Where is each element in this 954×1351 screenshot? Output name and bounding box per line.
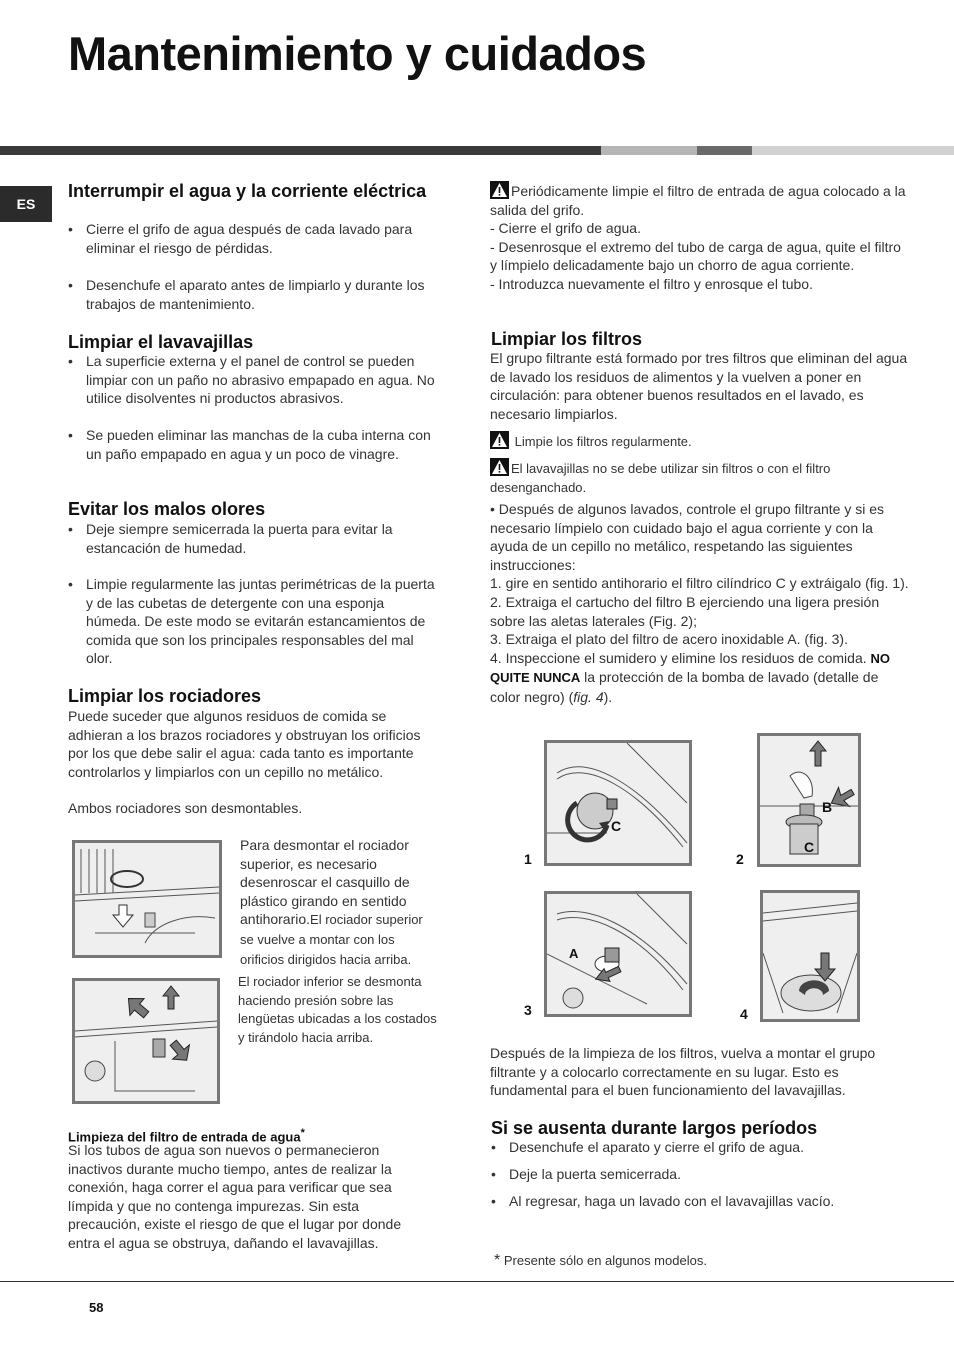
heading-evitar-olores: Evitar los malos olores — [68, 499, 266, 519]
bullet-item: • Deje siempre semicerrada la puerta para evitar la estancación de humedad. — [68, 520, 441, 557]
paragraph: El grupo filtrante está formado por tres filtros que eliminan del agua de lavado los residuos de alimentos y la vuelven a poner en circulación: para obtener buenos resultados en el lavado, es necesario limpiarlos. — [490, 350, 908, 422]
paragraph: Si los tubos de agua son nuevos o permanecieron inactivos durante mucho tiempo, antes de realizar la conexión, haga correr el agua para verificar que sea límpida y que no contenga impurezas. Sin esta precaución, existe el riesgo de que el lugar por donde entra el agua se obstruya, dañando el lavavajillas. — [68, 1142, 402, 1251]
bullet-item: • Cierre el grifo de agua después de cada lavado para eliminar el riesgo de pérdidas. — [68, 220, 441, 257]
figure-number-4: 4 — [740, 1006, 748, 1022]
figure-number-3: 3 — [524, 1002, 532, 1018]
page-title: Mantenimiento y cuidados — [68, 27, 647, 80]
warning-no-filters: El lavavajillas no se debe utilizar sin filtros o con el filtro desenganchado. — [490, 458, 910, 497]
heading-limpiar-rociadores: Limpiar los rociadores — [68, 686, 262, 706]
bullet-item: • Desenchufe el aparato y cierre el grifo de agua. — [491, 1138, 919, 1157]
footnote-marker: * — [300, 1127, 305, 1139]
heading-filtro-entrada: Limpieza del filtro de entrada de agua* — [68, 1127, 305, 1145]
heading-ausencia: Si se ausenta durante largos períodos — [491, 1118, 818, 1138]
figure-filter-3 — [544, 891, 692, 1017]
figure-upper-spray-arm — [72, 840, 222, 958]
page-number: 58 — [89, 1300, 104, 1315]
bullet-item: • Desenchufe el aparato antes de limpiarlo y durante los trabajos de mantenimiento. — [68, 276, 441, 313]
heading-limpiar-lavavajillas: Limpiar el lavavajillas — [68, 332, 254, 352]
filter-instructions: • Después de algunos lavados, controle el grupo filtrante y si es necesario límpielo con cuidado bajo el agua corriente y con la ayuda de un cepillo no metálico, respetando las siguientes instrucciones: 1. gire en sentido antihorario el filtro cilíndrico C y extráigalo (fig. 1). 2. Extraiga el cartucho del filtro B ejerciendo una ligera presión sobre las aletas laterales (Fig. 2); 3. Extraiga el plato del filtro de acero inoxidable A. (fig. 3). 4. Inspeccione el sumidero y elimine los residuos de comida. NO QUITE NUNCA la protección de la bomba de lavado (detalle de color negro) (fig. 4). — [490, 501, 909, 705]
bullet-item: • La superficie externa y el panel de control se pueden limpiar con un paño no abrasivo empapado en agua. No utilice disolventes ni productos abrasivos. — [68, 352, 446, 408]
bullet-item: • Se pueden eliminar las manchas de la cuba interna con un paño empapado en agua y un poco de vinagre. — [68, 426, 441, 463]
warning-icon — [490, 181, 509, 199]
sump-illustration — [763, 893, 857, 1019]
warning-clean-filters: Limpie los filtros regularmente. — [490, 431, 910, 452]
paragraph: Después de la limpieza de los filtros, vuelva a montar el grupo filtrante y a colocarlo correctamente en su lugar. Esto es fundamental para el buen funcionamiento del lavavajillas. — [490, 1045, 876, 1099]
warning-water-filter: Periódicamente limpie el filtro de entrada de agua colocado a la salida del grifo. - Cierre el grifo de agua. - Desenrosque el extremo del tubo de carga de agua, quite el filtro y límpielo delicadamente bajo un chorro de agua corriente. - Introduzca nuevamente el filtro y enrosque el tubo. — [490, 183, 906, 292]
filter-b-illustration — [760, 736, 858, 864]
bullet-item: • Deje la puerta semicerrada. — [491, 1165, 919, 1184]
footer-rule — [0, 1281, 954, 1282]
bullet-item: • Al regresar, haga un lavado con el lavavajillas vacío. — [491, 1192, 919, 1211]
paragraph: Puede suceder que algunos residuos de comida se adhieran a los brazos rociadores y obstruyan los orificios por los que debe salir el agua: cada tanto es importante controlarlos y limpiarlos con un cepillo no metálico. — [68, 708, 421, 780]
figure-filter-4 — [760, 890, 860, 1022]
header-bar-mid — [697, 146, 752, 155]
label-a: A — [569, 946, 579, 961]
header-bar-pale — [752, 146, 954, 155]
figure-number-2: 2 — [736, 851, 744, 867]
label-c: C — [611, 818, 622, 834]
heading-limpiar-filtros: Limpiar los filtros — [491, 329, 643, 349]
lower-spray-arm-illustration — [75, 981, 217, 1101]
header-bar-dark — [0, 146, 601, 155]
filter-a-illustration — [547, 894, 689, 1014]
bullet-item: • Limpie regularmente las juntas perimétricas de la puerta y de las cubetas de detergente con una esponja húmeda. De este modo se evitarán estancamientos de comida que son los principales responsables del mal olor. — [68, 575, 441, 668]
figure-filter-2 — [757, 733, 861, 867]
label-c: C — [804, 839, 815, 855]
language-tab: ES — [0, 186, 52, 222]
upper-spray-arm-illustration — [75, 843, 219, 955]
figure-lower-spray-arm — [72, 978, 220, 1104]
label-b: B — [822, 799, 833, 815]
footnote: * Presente sólo en algunos modelos. — [494, 1252, 707, 1269]
paragraph: Ambos rociadores son desmontables. — [68, 800, 303, 816]
caption-upper-spray: Para desmontar el rociador superior, es necesario desenroscar el casquillo de plástico girando en sentido antihorario.El rociador superior se vuelve a montar con los orificios dirigidos hacia arriba. — [240, 837, 423, 967]
figure-filter-1 — [544, 740, 692, 866]
caption-lower-spray: El rociador inferior se desmonta haciendo presión sobre las lengüetas ubicadas a los costados y tirándolo hacia arriba. — [238, 974, 437, 1045]
filter-c-illustration — [547, 743, 689, 863]
warning-icon — [490, 458, 509, 476]
warning-icon — [490, 431, 509, 449]
figure-number-1: 1 — [524, 851, 532, 867]
header-bar-light — [601, 146, 697, 155]
heading-interrumpir: Interrumpir el agua y la corriente eléctrica — [68, 181, 427, 201]
